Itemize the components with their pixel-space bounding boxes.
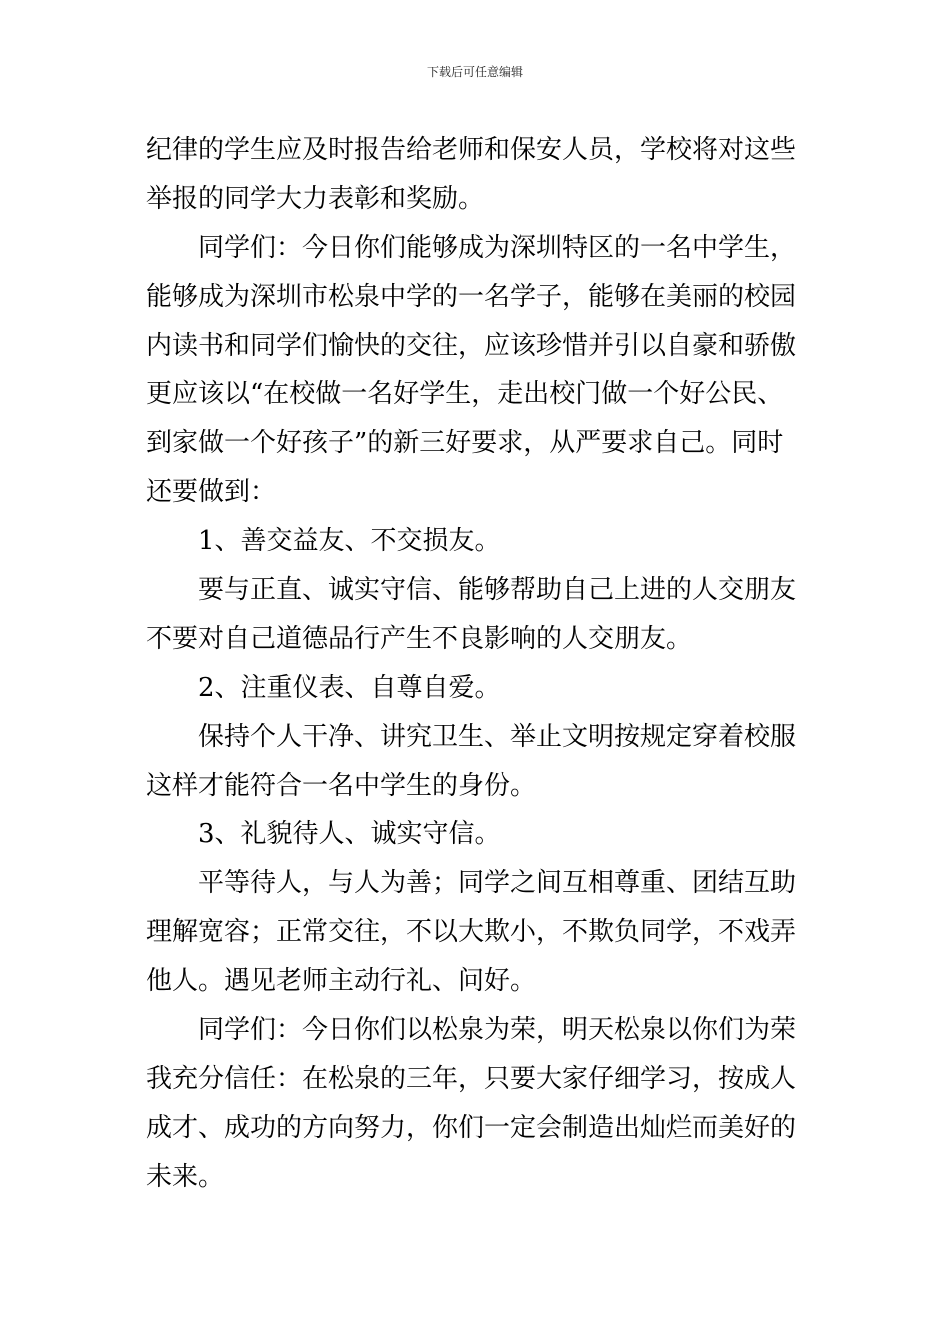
text-line: 这样才能符合一名中学生的身份。 xyxy=(146,770,537,801)
text-line: 理解宽容；正常交往，不以大欺小，不欺负同学，不戏弄 xyxy=(146,917,797,948)
text-line: 保持个人干净、讲究卫生、举止文明按规定穿着校服 xyxy=(198,721,797,752)
text-line: 未来。 xyxy=(146,1161,225,1192)
text-line: 成才、成功的方向努力，你们一定会制造出灿烂而美好的 xyxy=(146,1112,797,1143)
list-heading: 1、善交益友、不交损友。 xyxy=(198,526,501,557)
text-line: 要与正直、诚实守信、能够帮助自己上进的人交朋友 xyxy=(198,575,797,606)
text-line: 平等待人，与人为善；同学之间互相尊重、团结互助 xyxy=(198,868,797,899)
text-line: 我充分信任：在松泉的三年，只要大家仔细学习，按成人 xyxy=(146,1063,797,1094)
text-line: 不要对自己道德品行产生不良影响的人交朋友。 xyxy=(146,623,693,654)
text-line: 到家做一个好孩子”的新三好要求，从严要求自己。同时 xyxy=(146,428,784,459)
text-line: 同学们：今日你们能够成为深圳特区的一名中学生， xyxy=(198,232,797,263)
document-body xyxy=(146,126,810,1202)
page-header: 下载后可任意编辑 xyxy=(426,65,523,79)
text-line: 内读书和同学们愉快的交往，应该珍惜并引以自豪和骄傲 xyxy=(146,330,797,361)
text-line: 同学们：今日你们以松泉为荣，明天松泉以你们为荣 xyxy=(198,1015,797,1046)
text-line: 他人。遇见老师主动行礼、问好。 xyxy=(146,966,537,997)
list-heading: 2、注重仪表、自尊自爱。 xyxy=(198,672,501,703)
text-line: 还要做到： xyxy=(146,477,277,508)
text-line: 举报的同学大力表彰和奖励。 xyxy=(146,183,485,214)
text-line: 纪律的学生应及时报告给老师和保安人员，学校将对这些 xyxy=(146,135,797,165)
list-heading: 3、礼貌待人、诚实守信。 xyxy=(198,819,501,850)
text-line: 能够成为深圳市松泉中学的一名学子，能够在美丽的校园 xyxy=(146,281,797,312)
text-line: 更应该以“在校做一名好学生，走出校门做一个好公民、 xyxy=(146,379,784,410)
